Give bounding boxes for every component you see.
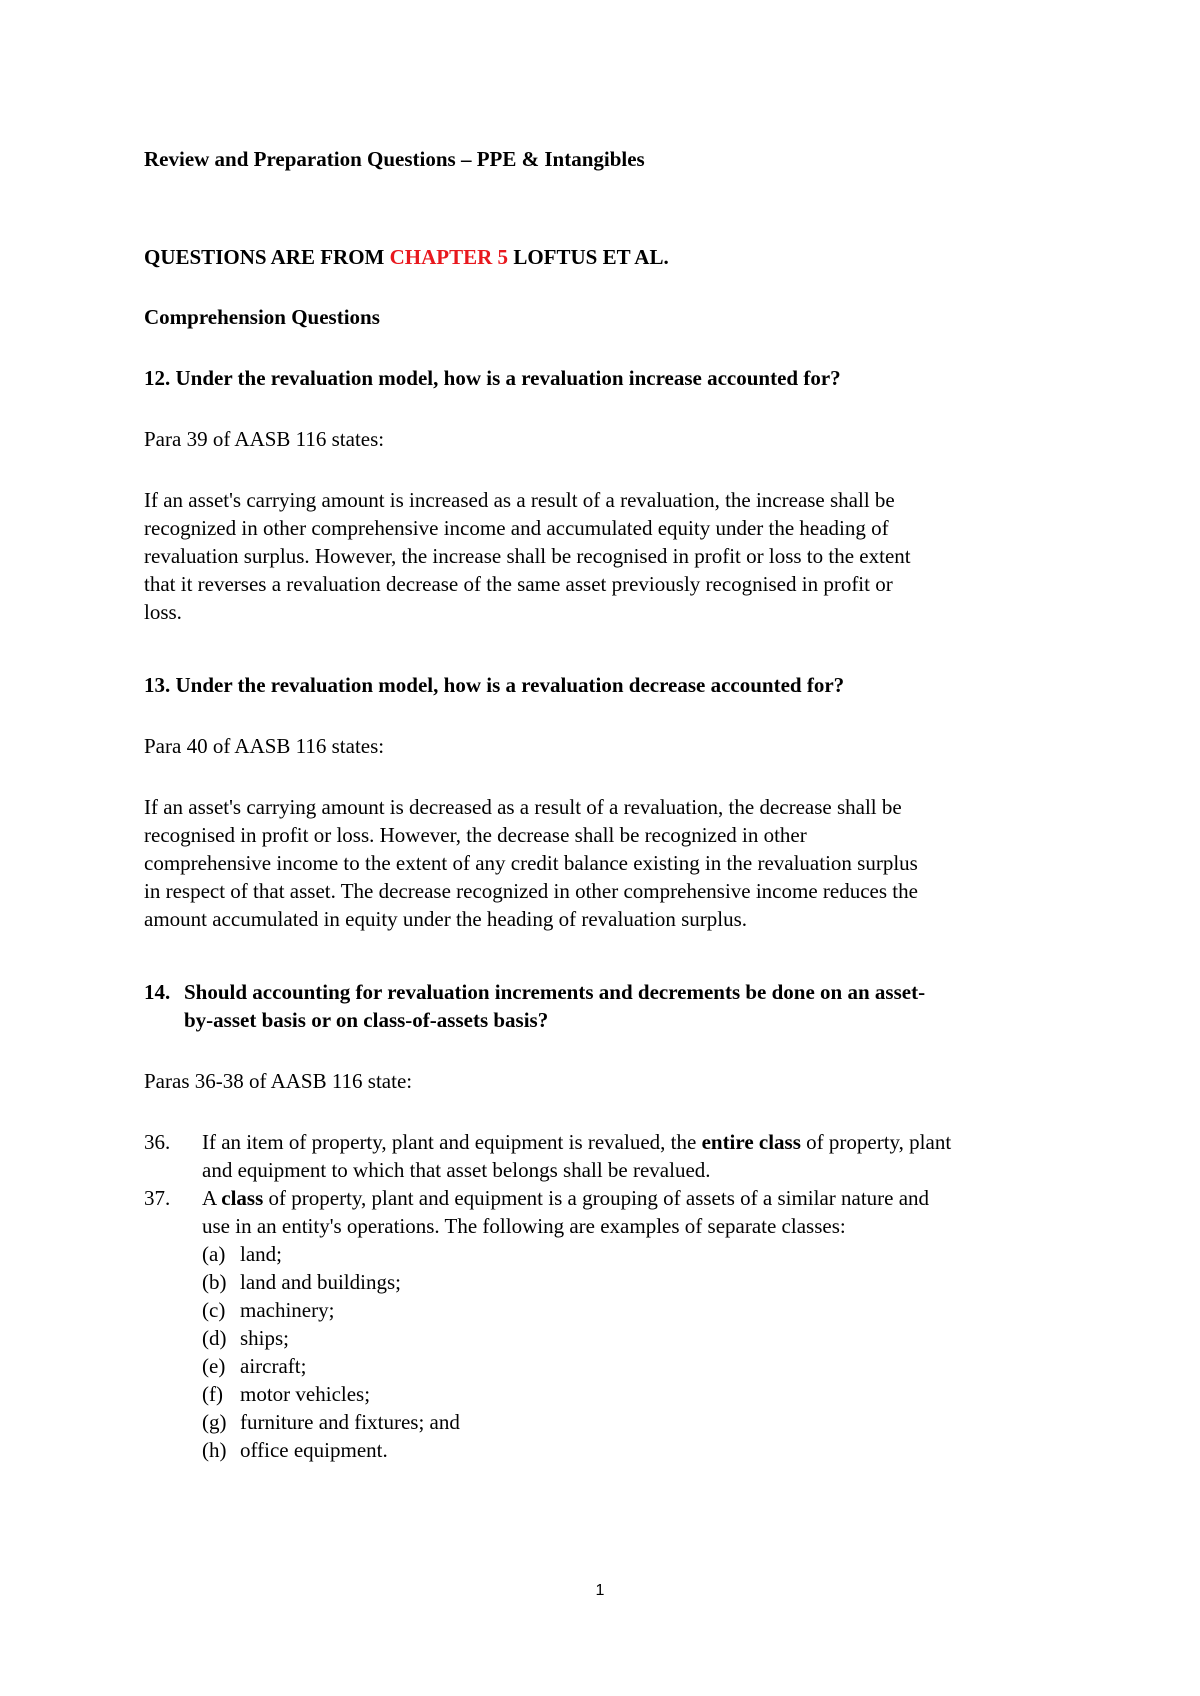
- question-12: 12. Under the revaluation model, how is a revaluation increase accounted for?: [144, 366, 841, 390]
- q13-reference: Para 40 of AASB 116 states:: [144, 734, 385, 758]
- q13-answer-line: amount accumulated in equity under the heading of revaluation surplus.: [144, 907, 747, 931]
- q14-question-line1: Should accounting for revaluation increments and decrements be done on an asset-: [184, 980, 926, 1004]
- q13-answer-line: comprehensive income to the extent of any credit balance existing in the revaluation surplus: [144, 851, 918, 875]
- class-label: (b): [202, 1270, 227, 1294]
- class-label: (c): [202, 1298, 226, 1322]
- class-label: (g): [202, 1410, 227, 1434]
- question-13: 13. Under the revaluation model, how is a revaluation decrease accounted for?: [144, 673, 845, 697]
- source-suffix: LOFTUS ET AL.: [508, 245, 669, 269]
- q12-answer-line: that it reverses a revaluation decrease of the same asset previously recognised in profit or: [144, 572, 893, 596]
- q13-answer-line: If an asset's carrying amount is decreased as a result of a revaluation, the decrease shall be: [144, 795, 902, 819]
- q14-question-line2: by-asset basis or on class-of-assets basis?: [184, 1008, 549, 1032]
- q12-reference: Para 39 of AASB 116 states:: [144, 427, 385, 451]
- page-number: 1: [595, 1582, 605, 1599]
- class-text: machinery;: [240, 1298, 335, 1322]
- source-prefix: QUESTIONS ARE FROM: [144, 245, 390, 269]
- q12-answer-line: recognized in other comprehensive income and accumulated equity under the heading of: [144, 516, 889, 540]
- q13-answer: [144, 793, 918, 933]
- para-36-line2: and equipment to which that asset belongs shall be revalued.: [202, 1158, 711, 1182]
- para-36-line1: [202, 1128, 951, 1156]
- para-37-emphasis: class: [221, 1186, 264, 1210]
- para-36-text: If an item of property, plant and equipment is revalued, the: [202, 1130, 702, 1154]
- section-heading: Comprehension Questions: [144, 305, 380, 329]
- class-label: (e): [202, 1354, 226, 1378]
- class-text: furniture and fixtures; and: [240, 1410, 460, 1434]
- q12-answer-line: If an asset's carrying amount is increased as a result of a revaluation, the increase shall be: [144, 488, 895, 512]
- q14-reference: Paras 36-38 of AASB 116 state:: [144, 1069, 413, 1093]
- q12-answer-line: revaluation surplus. However, the increase shall be recognised in profit or loss to the extent: [144, 544, 911, 568]
- para-37-line1: [202, 1184, 929, 1212]
- chapter-highlight: CHAPTER 5: [389, 245, 509, 269]
- q12-answer-line: loss.: [144, 600, 182, 624]
- para-36-emphasis: entire class: [701, 1130, 801, 1154]
- para-37-number: 37.: [144, 1186, 171, 1210]
- document-title: Review and Preparation Questions – PPE & Intangibles: [144, 147, 645, 171]
- para-36-text: of property, plant: [800, 1130, 952, 1154]
- class-text: motor vehicles;: [240, 1382, 371, 1406]
- class-text: land and buildings;: [240, 1270, 401, 1294]
- class-label: (f): [202, 1382, 223, 1406]
- para-36-number: 36.: [144, 1130, 171, 1154]
- class-label: (h): [202, 1438, 227, 1462]
- class-text: ships;: [240, 1326, 290, 1350]
- q12-answer: [144, 486, 911, 626]
- q14-number: 14.: [144, 980, 171, 1004]
- class-text: land;: [240, 1242, 282, 1266]
- source-line: [144, 243, 669, 271]
- class-label: (a): [202, 1242, 226, 1266]
- para-37-line2: use in an entity's operations. The following are examples of separate classes:: [202, 1214, 846, 1238]
- para-37-text: A: [202, 1186, 222, 1210]
- q13-answer-line: recognised in profit or loss. However, the decrease shall be recognized in other: [144, 823, 807, 847]
- q13-answer-line: in respect of that asset. The decrease recognized in other comprehensive income reduces the: [144, 879, 918, 903]
- class-text: office equipment.: [240, 1438, 388, 1462]
- para-37-text: of property, plant and equipment is a grouping of assets of a similar nature and: [263, 1186, 930, 1210]
- class-text: aircraft;: [240, 1354, 307, 1378]
- class-label: (d): [202, 1326, 227, 1350]
